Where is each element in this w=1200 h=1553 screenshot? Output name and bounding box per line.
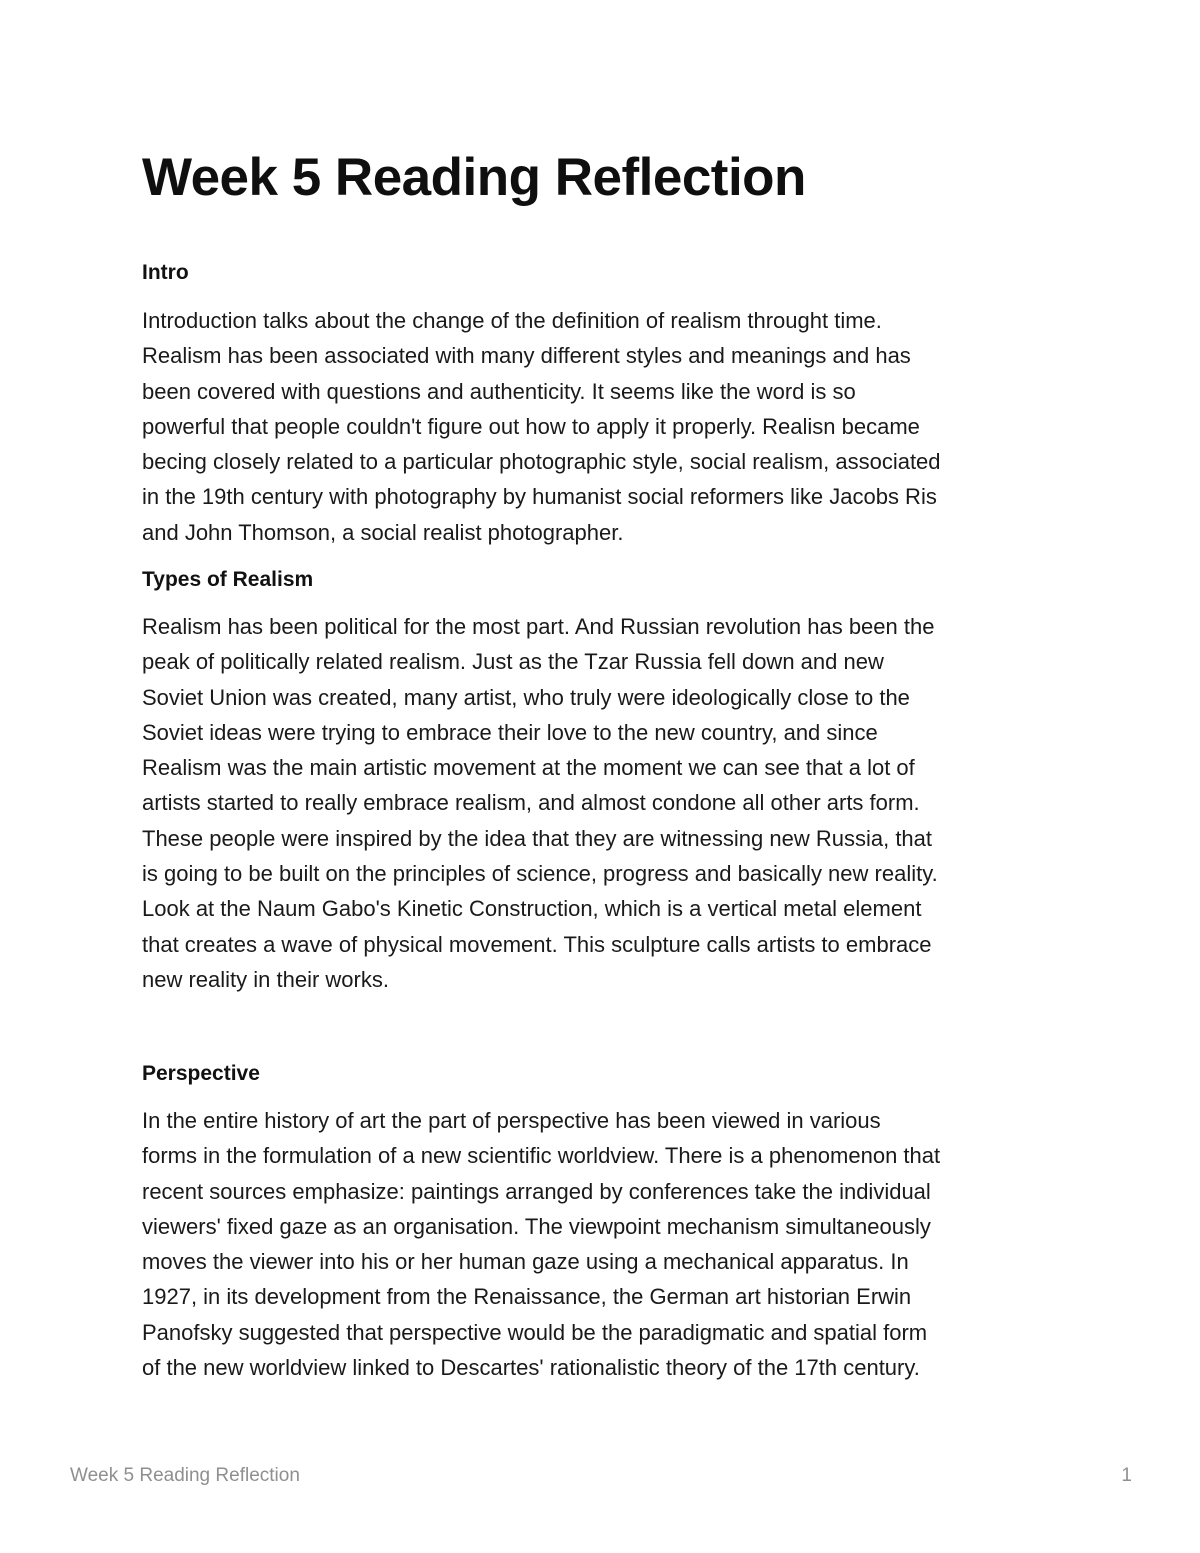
- text-line: new reality in their works.: [142, 966, 389, 992]
- text-line: and John Thomson, a social realist photographer.: [142, 519, 624, 545]
- text-line: In the entire history of art the part of perspective has been viewed in various: [142, 1108, 881, 1133]
- text-line: in the 19th century with photography by humanist social reformers like Jacobs Ris: [142, 484, 937, 510]
- section-body-perspective: [142, 1103, 1102, 1385]
- text-line: of the new worldview linked to Descartes' rationalistic theory of the 17th century.: [142, 1355, 920, 1381]
- text-line: These people were inspired by the idea that they are witnessing new Russia, that: [142, 825, 933, 851]
- section-heading-types-of-realism: Types of Realism: [142, 568, 314, 591]
- text-line: is going to be built on the principles of science, progress and basically new reality.: [142, 861, 938, 887]
- text-line: artists started to really embrace realism, and almost condone all other arts form.: [142, 790, 920, 816]
- section-body-types-of-realism: [142, 609, 1102, 997]
- text-line: Look at the Naum Gabo's Kinetic Construction, which is a vertical metal element: [142, 896, 922, 922]
- section-heading-perspective: Perspective: [142, 1062, 260, 1085]
- text-line: recent sources emphasize: paintings arranged by conferences take the individual: [142, 1178, 931, 1204]
- section-heading-intro: Intro: [142, 261, 189, 284]
- text-line: becing closely related to a particular photographic style, social realism, associated: [142, 449, 941, 475]
- page-title: Week 5 Reading Reflection: [142, 148, 806, 207]
- text-line: been covered with questions and authenticity. It seems like the word is so: [142, 378, 856, 404]
- text-line: peak of politically related realism. Just as the Tzar Russia fell down and new: [142, 649, 884, 675]
- footer-document-title: Week 5 Reading Reflection: [70, 1465, 300, 1486]
- text-line: Introduction talks about the change of the definition of realism throught time.: [142, 308, 882, 333]
- text-line: forms in the formulation of a new scientific worldview. There is a phenomenon that: [142, 1143, 941, 1169]
- text-line: Soviet ideas were trying to embrace their love to the new country, and since: [142, 719, 878, 745]
- text-line: Realism was the main artistic movement at the moment we can see that a lot of: [142, 755, 915, 781]
- text-line: Realism has been associated with many different styles and meanings and has: [142, 343, 911, 369]
- text-line: Panofsky suggested that perspective would be the paradigmatic and spatial form: [142, 1319, 928, 1345]
- section-body-intro: [142, 303, 1102, 550]
- text-line: viewers' fixed gaze as an organisation. The viewpoint mechanism simultaneously: [142, 1213, 931, 1239]
- text-line: 1927, in its development from the Renaissance, the German art historian Erwin: [142, 1284, 912, 1310]
- text-line: Soviet Union was created, many artist, who truly were ideologically close to the: [142, 684, 910, 710]
- text-line: that creates a wave of physical movement. This sculpture calls artists to embrace: [142, 931, 932, 957]
- text-line: powerful that people couldn't figure out how to apply it properly. Realisn became: [142, 413, 920, 439]
- text-line: Realism has been political for the most part. And Russian revolution has been the: [142, 614, 935, 639]
- footer-page-number: 1: [1121, 1465, 1132, 1486]
- text-line: moves the viewer into his or her human gaze using a mechanical apparatus. In: [142, 1249, 909, 1275]
